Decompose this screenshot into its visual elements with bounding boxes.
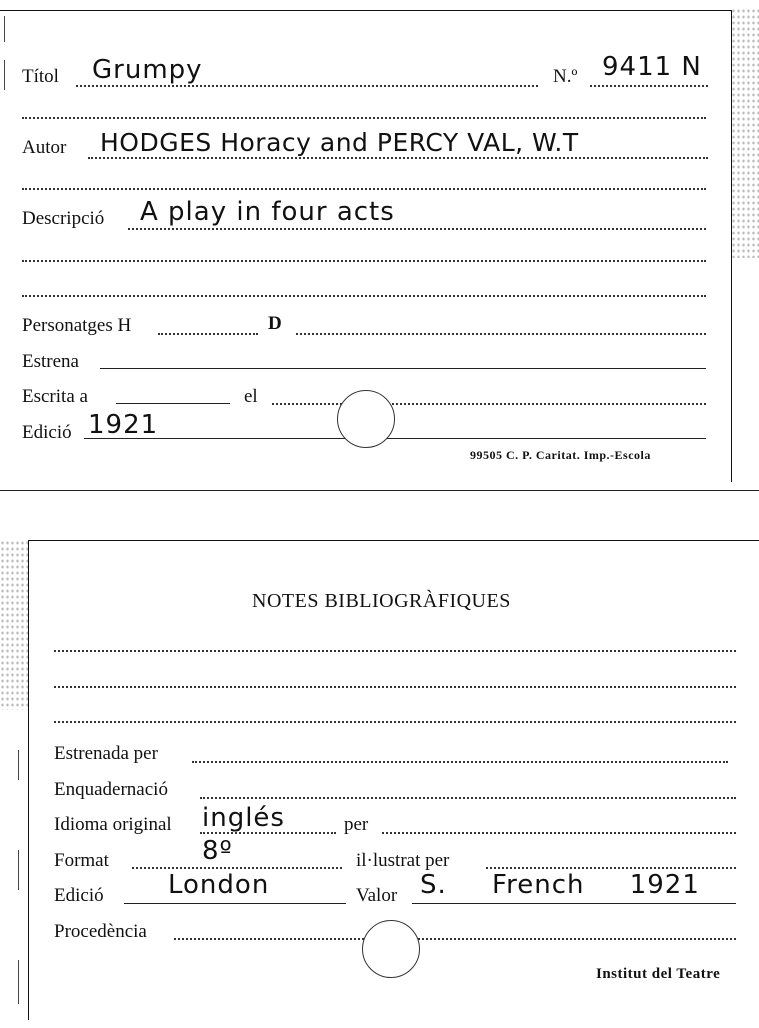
title-line <box>76 85 538 87</box>
edge-mark <box>18 850 19 890</box>
written-date-line <box>272 403 706 405</box>
institution-stamp: Institut del Teatre <box>596 966 721 982</box>
number-line <box>590 85 708 87</box>
characters-label: Personatges H <box>22 315 132 336</box>
binding-line <box>200 797 736 799</box>
publication-place-label: Edició <box>54 885 104 906</box>
characters-women-line <box>296 333 706 335</box>
format-line <box>132 867 342 869</box>
edge-mark <box>4 60 5 90</box>
edge-mark <box>18 750 19 780</box>
original-language-label: Idioma original <box>54 814 172 835</box>
provenance-label: Procedència <box>54 921 147 942</box>
author-label: Autor <box>22 137 67 158</box>
printer-footer: 99505 C. P. Caritat. Imp.-Escola <box>470 448 651 462</box>
characters-men-line <box>158 333 258 335</box>
blank-line <box>54 686 736 688</box>
number-label: N.º <box>553 66 578 87</box>
written-date-label: el <box>244 386 258 407</box>
scan-noise <box>731 8 759 258</box>
provenance-line <box>174 938 736 940</box>
publication-place-line <box>124 903 346 904</box>
scan-noise <box>0 540 28 710</box>
value-label: Valor <box>356 885 398 906</box>
blank-line <box>22 117 706 119</box>
blank-line <box>22 260 706 262</box>
format-label: Format <box>54 850 109 871</box>
edition-line <box>84 438 706 439</box>
illustrated-by-line <box>486 867 736 869</box>
format-value: 8º <box>202 836 233 866</box>
description-line <box>128 228 706 230</box>
blank-line <box>54 650 736 652</box>
punch-hole <box>337 390 395 448</box>
publication-place-value: London <box>168 870 270 900</box>
bibliographic-notes-heading: NOTES BIBLIOGRÀFIQUES <box>252 590 511 612</box>
blank-line <box>22 295 706 297</box>
description-value: A play in four acts <box>140 197 395 227</box>
written-in-label: Escrita a <box>22 386 88 407</box>
translated-by-line <box>382 832 736 834</box>
binding-label: Enquadernació <box>54 779 168 800</box>
original-language-value: inglés <box>202 803 285 833</box>
value-line <box>412 903 736 904</box>
edge-mark <box>4 16 5 42</box>
blank-line <box>54 721 736 723</box>
translated-by-label: per <box>344 814 369 835</box>
edition-label: Edició <box>22 422 72 443</box>
characters-women-label: D <box>268 313 282 334</box>
card-cut-line <box>0 490 759 491</box>
premiered-by-line <box>192 761 728 763</box>
blank-line <box>22 188 706 190</box>
illustrated-by-label: il·lustrat per <box>356 850 450 871</box>
title-value: Grumpy <box>92 55 203 85</box>
edge-mark <box>18 960 19 1004</box>
title-label: Títol <box>22 66 59 87</box>
number-value: 9411 N <box>602 52 702 82</box>
edition-value: 1921 <box>88 410 159 440</box>
description-label: Descripció <box>22 208 105 229</box>
author-value: HODGES Horacy and PERCY VAL, W.T <box>100 128 579 157</box>
premiere-label: Estrena <box>22 351 79 372</box>
written-in-line <box>116 403 230 404</box>
premiered-by-label: Estrenada per <box>54 743 158 764</box>
premiere-line <box>100 368 706 369</box>
punch-hole <box>362 920 420 978</box>
author-line <box>88 157 708 159</box>
value-value: S. French 1921 <box>420 870 700 900</box>
